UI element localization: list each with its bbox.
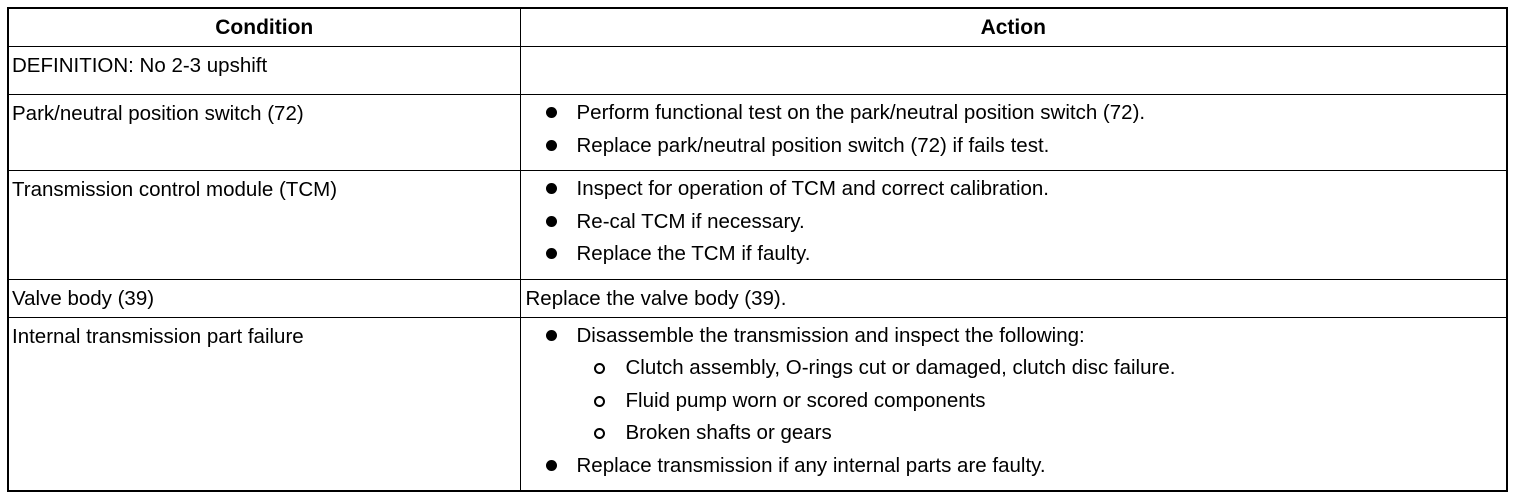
definition-row (8, 47, 1507, 95)
table-row (8, 95, 1507, 171)
definition-action (520, 47, 1507, 95)
action-cell: Replace the valve body (39). (520, 279, 1507, 317)
definition-condition: DEFINITION: No 2-3 upshift (8, 47, 520, 95)
action-cell (520, 171, 1507, 280)
action-item: Replace park/neutral position switch (72) if fails test. (521, 133, 1507, 166)
condition-cell: Park/neutral position switch (72) (8, 95, 520, 171)
table-row (8, 279, 1507, 317)
condition-cell: Internal transmission part failure (8, 317, 520, 491)
condition-header: Condition (8, 8, 520, 47)
action-header: Action (520, 8, 1507, 47)
condition-cell: Valve body (39) (8, 279, 520, 317)
action-list (521, 100, 1507, 165)
action-cell (520, 95, 1507, 171)
table-row (8, 171, 1507, 280)
action-item: Disassemble the transmission and inspect the following: (521, 323, 1507, 356)
condition-cell: Transmission control module (TCM) (8, 171, 520, 280)
action-item: Inspect for operation of TCM and correct calibration. (521, 176, 1507, 209)
action-item: Replace the TCM if faulty. (521, 241, 1507, 274)
diagnostic-table (7, 7, 1508, 492)
sub-action-item: Fluid pump worn or scored components (521, 388, 1507, 421)
action-list (521, 176, 1507, 274)
action-item: Re-cal TCM if necessary. (521, 209, 1507, 242)
action-item: Replace transmission if any internal parts are faulty. (521, 453, 1507, 486)
header-row (8, 8, 1507, 47)
sub-action-item: Clutch assembly, O-rings cut or damaged, clutch disc failure. (521, 355, 1507, 388)
action-cell (520, 317, 1507, 491)
sub-action-item: Broken shafts or gears (521, 420, 1507, 453)
action-item: Perform functional test on the park/neutral position switch (72). (521, 100, 1507, 133)
table-row (8, 317, 1507, 491)
action-list (521, 323, 1507, 486)
